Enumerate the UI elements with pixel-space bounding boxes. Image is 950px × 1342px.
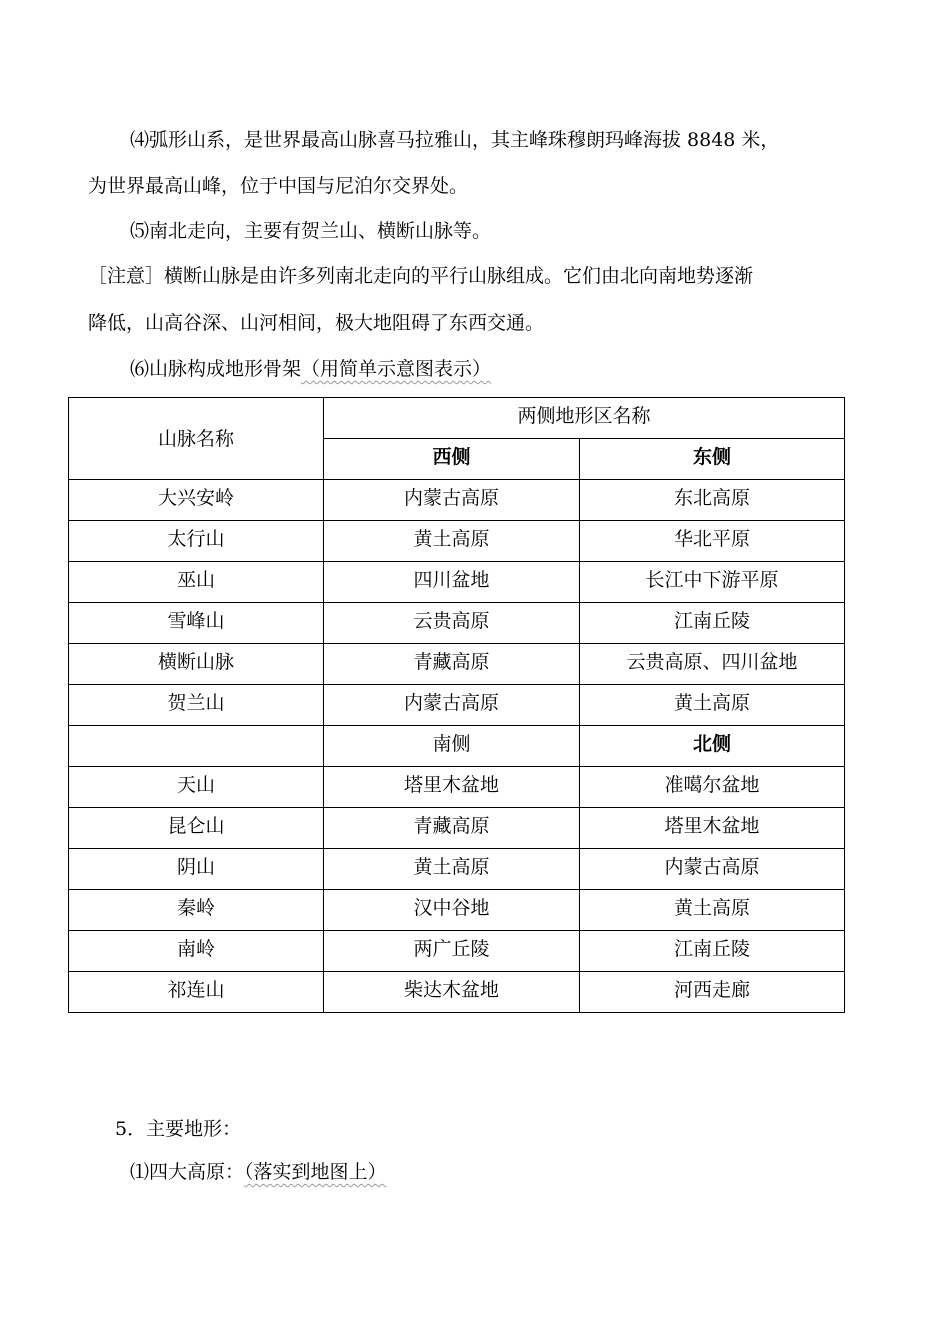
paragraph-6-wavy-text: （用简单示意图表示） xyxy=(301,358,492,380)
header-west: 西侧 xyxy=(324,439,580,480)
south-cell: 两广丘陵 xyxy=(324,931,580,972)
south-cell: 黄土高原 xyxy=(324,849,580,890)
mountain-cell: 阴山 xyxy=(69,849,324,890)
table-header-row xyxy=(69,398,845,439)
north-cell: 塔里木盆地 xyxy=(580,808,845,849)
west-cell: 四川盆地 xyxy=(324,562,580,603)
north-cell: 江南丘陵 xyxy=(580,931,845,972)
note-line-1: ［注意］横断山脉是由许多列南北走向的平行山脉组成。它们由北向南地势逐渐 xyxy=(88,265,754,287)
table-row xyxy=(69,931,845,972)
table-row xyxy=(69,521,845,562)
mountain-cell: 昆仑山 xyxy=(69,808,324,849)
north-cell: 黄土高原 xyxy=(580,890,845,931)
south-cell: 柴达木盆地 xyxy=(324,972,580,1013)
north-cell: 准噶尔盆地 xyxy=(580,767,845,808)
mountain-cell: 太行山 xyxy=(69,521,324,562)
mountain-terrain-table xyxy=(68,397,845,1013)
mountain-cell: 巫山 xyxy=(69,562,324,603)
north-cell: 河西走廊 xyxy=(580,972,845,1013)
table-subheader-row-south-north xyxy=(69,726,845,767)
south-cell: 青藏高原 xyxy=(324,808,580,849)
table-row xyxy=(69,849,845,890)
paragraph-5: ⑸南北走向，主要有贺兰山、横断山脉等。 xyxy=(130,220,492,242)
east-cell: 东北高原 xyxy=(580,480,845,521)
west-cell: 黄土高原 xyxy=(324,521,580,562)
note-line-2: 降低，山高谷深、山河相间，极大地阻碍了东西交通。 xyxy=(88,312,545,334)
section-5-item-1-text: ⑴四大高原： xyxy=(130,1161,245,1183)
header-north: 北侧 xyxy=(580,726,845,767)
south-cell: 塔里木盆地 xyxy=(324,767,580,808)
table-row xyxy=(69,767,845,808)
header-mountain-name: 山脉名称 xyxy=(69,398,324,480)
mountain-cell: 横断山脉 xyxy=(69,644,324,685)
west-cell: 内蒙古高原 xyxy=(324,685,580,726)
mountain-cell: 天山 xyxy=(69,767,324,808)
section-5-item-1-wavy-text: （落实到地图上） xyxy=(244,1161,387,1183)
empty-cell xyxy=(69,726,324,767)
paragraph-4-line-1: ⑷弧形山系，是世界最高山脉喜马拉雅山，其主峰珠穆朗玛峰海拔 8848 米， xyxy=(130,129,780,151)
south-cell: 汉中谷地 xyxy=(324,890,580,931)
table-row xyxy=(69,685,845,726)
table-row xyxy=(69,644,845,685)
north-cell: 内蒙古高原 xyxy=(580,849,845,890)
east-cell: 江南丘陵 xyxy=(580,603,845,644)
table-row xyxy=(69,562,845,603)
mountain-cell: 秦岭 xyxy=(69,890,324,931)
mountain-cell: 南岭 xyxy=(69,931,324,972)
west-cell: 云贵高原 xyxy=(324,603,580,644)
mountain-cell: 大兴安岭 xyxy=(69,480,324,521)
paragraph-4-line-2: 为世界最高山峰，位于中国与尼泊尔交界处。 xyxy=(88,175,469,197)
paragraph-6-text: ⑹山脉构成地形骨架 xyxy=(130,358,302,380)
table-row xyxy=(69,808,845,849)
east-cell: 长江中下游平原 xyxy=(580,562,845,603)
west-cell: 青藏高原 xyxy=(324,644,580,685)
east-cell: 华北平原 xyxy=(580,521,845,562)
table-row xyxy=(69,890,845,931)
east-cell: 黄土高原 xyxy=(580,685,845,726)
east-cell: 云贵高原、四川盆地 xyxy=(580,644,845,685)
table-row xyxy=(69,603,845,644)
mountain-cell: 祁连山 xyxy=(69,972,324,1013)
section-5-item-1 xyxy=(130,1160,387,1184)
mountain-cell: 雪峰山 xyxy=(69,603,324,644)
mountain-cell: 贺兰山 xyxy=(69,685,324,726)
header-regions: 两侧地形区名称 xyxy=(324,398,845,439)
header-east: 东侧 xyxy=(580,439,845,480)
table-row xyxy=(69,972,845,1013)
header-south: 南侧 xyxy=(324,726,580,767)
section-5-title: 5．主要地形： xyxy=(115,1118,242,1140)
table-row xyxy=(69,480,845,521)
paragraph-6 xyxy=(130,357,491,381)
west-cell: 内蒙古高原 xyxy=(324,480,580,521)
